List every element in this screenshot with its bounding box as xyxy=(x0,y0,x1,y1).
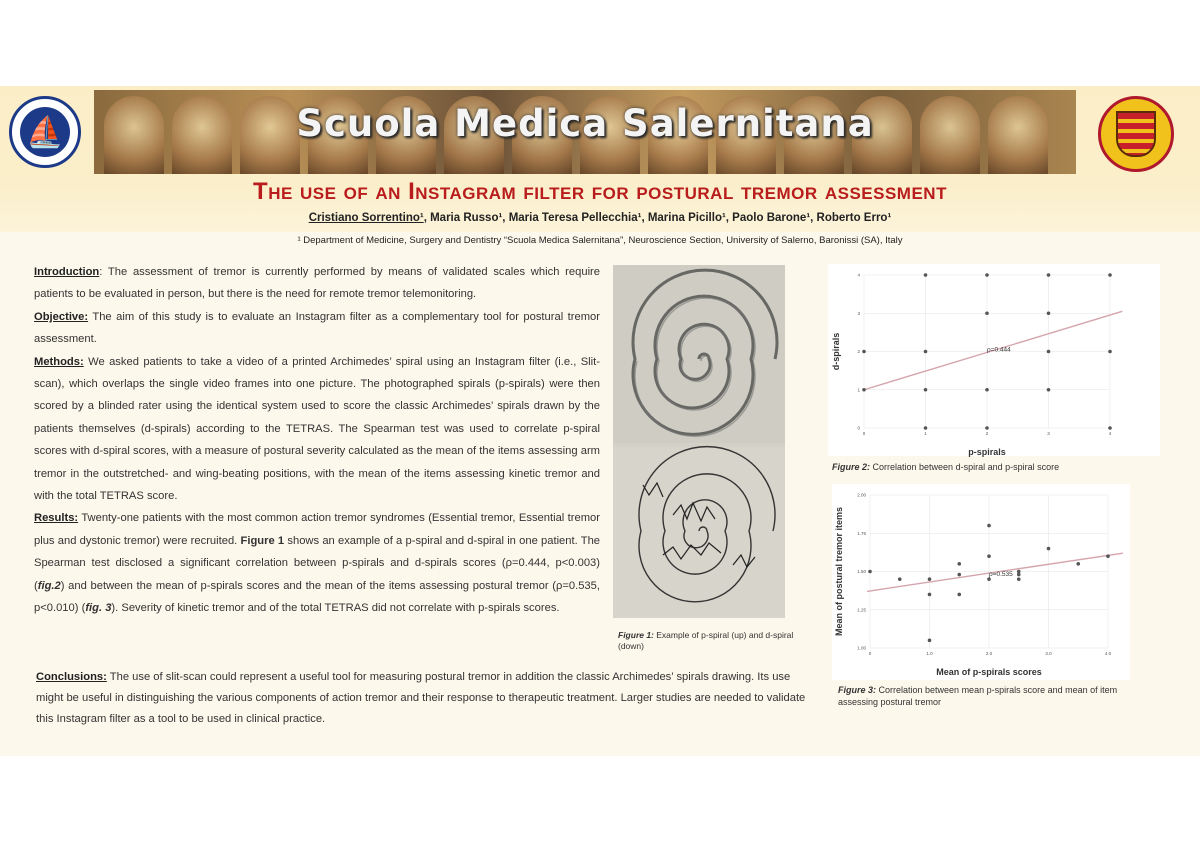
results-text-1: Twenty-one patients with the most common action tremor syndromes (Essential tremor, Essential tremor plus and dystonic tremor) were recruited. xyxy=(34,512,600,547)
figure1-caption xyxy=(618,630,808,652)
fig2-y-tick-label: 1 xyxy=(857,387,860,393)
poster-title: The use of an Instagram filter for postural tremor assessment xyxy=(253,178,947,205)
figure2-caption-text: Correlation between d-spiral and p-spiral score xyxy=(870,462,1060,472)
fig2-x-axis-title: p-spirals xyxy=(968,447,1006,457)
fig3-data-point xyxy=(1017,573,1021,577)
objective-section xyxy=(34,306,600,351)
shield-icon xyxy=(1116,111,1156,157)
fig2-x-tick-label: 0 xyxy=(862,431,866,436)
fig3-x-tick-label: 3.0 xyxy=(1045,651,1052,656)
fig2-data-point xyxy=(985,426,989,430)
figure1-label: Figure 1: xyxy=(618,630,654,640)
figure3-chart xyxy=(832,484,1130,680)
figure2-plot xyxy=(828,264,1160,456)
fig2-data-point xyxy=(924,426,928,430)
fig3-x-tick-label: 0 xyxy=(868,651,872,656)
fig3-y-tick-label: 1.00 xyxy=(857,645,866,651)
fig2-data-point xyxy=(862,350,866,354)
authors xyxy=(0,212,1200,224)
fig3-data-point xyxy=(898,577,902,581)
fig3-data-point xyxy=(928,639,932,643)
fig2-data-point xyxy=(924,388,928,392)
fig2-data-point xyxy=(924,273,928,277)
fig3-y-tick-label: 2.00 xyxy=(857,492,866,498)
figure3-label: Figure 3: xyxy=(838,685,877,695)
fig2-x-tick-label: 1 xyxy=(924,431,927,436)
fig2-data-point xyxy=(1047,311,1051,315)
figure2-caption xyxy=(832,462,1152,472)
university-seal xyxy=(1098,96,1174,172)
figure3-caption xyxy=(838,685,1138,708)
fig2-y-axis-title: d-spirals xyxy=(831,332,841,371)
fig2-x-tick-label: 4 xyxy=(1108,431,1112,436)
fig3-data-point xyxy=(928,577,932,581)
results-heading: Results: xyxy=(34,512,79,525)
fig3-data-point xyxy=(1017,577,1021,581)
body-text xyxy=(34,261,600,620)
d-spiral-panel xyxy=(613,447,785,618)
conclusions-heading: Conclusions: xyxy=(36,671,107,683)
fig3-y-tick-label: 1.50 xyxy=(857,569,866,574)
fig2-data-point xyxy=(862,388,866,392)
fig2-data-point xyxy=(985,273,989,277)
fig2-data-point xyxy=(1047,273,1051,277)
figure3-plot xyxy=(832,484,1130,680)
introduction-section xyxy=(34,261,600,306)
figure2-chart xyxy=(828,264,1160,456)
fig2-y-tick-label: 2 xyxy=(857,349,860,354)
fig2-data-point xyxy=(924,350,928,354)
figure2-reference: fig.2 xyxy=(37,579,61,592)
fig2-data-point xyxy=(1108,350,1112,354)
objective-text: The aim of this study is to evaluate an Instagram filter as a complementary tool for postural tremor assessment. xyxy=(34,310,600,346)
introduction-text: : The assessment of tremor is currently performed by means of validated scales which require patients to be evaluated in person, but there is the need for remote tremor telemonitoring. xyxy=(34,266,600,301)
figure3-reference: fig. 3 xyxy=(85,602,112,615)
affiliation: ¹ Department of Medicine, Surgery and Dentistry “Scuola Medica Salernitana”, Neuroscience Section, University of Salerno, Baronissi (SA), Italy xyxy=(297,235,903,246)
results-text-4: ). Severity of kinetic tremor and of the total TETRAS did not correlate with p-spirals scores. xyxy=(111,602,560,615)
left-logo xyxy=(9,96,81,168)
fig3-data-point xyxy=(957,573,961,577)
figure1-reference: Figure 1 xyxy=(240,534,285,547)
fig2-data-point xyxy=(1047,350,1051,354)
fig3-x-tick-label: 4.0 xyxy=(1104,651,1112,656)
results-section xyxy=(34,507,600,619)
fig2-data-point xyxy=(1047,388,1051,392)
fig2-x-tick-label: 3 xyxy=(1047,431,1050,436)
fig2-x-tick-label: 2 xyxy=(985,431,989,436)
conclusions-text: The use of slit-scan could represent a useful tool for measuring postural tremor in addition the classic Archimedes’ spirals drawing. Its use might be useful in distinguishing the various components of action tremor and their response to therapeutic treatment. Larger studies are needed to validate this Instagram filter as a tool to be used in clinical practice. xyxy=(36,671,806,725)
fig2-data-point xyxy=(985,311,989,315)
banner-title: Scuola Medica Salernitana xyxy=(296,102,874,145)
fig2-y-tick-label: 3 xyxy=(857,310,860,316)
spiral-photos xyxy=(613,265,785,618)
other-authors: , Maria Russo¹, Maria Teresa Pellecchia¹, Marina Picillo¹, Paolo Barone¹, Roberto Erro¹ xyxy=(423,212,892,224)
fig3-data-point xyxy=(987,524,991,528)
fig2-data-point xyxy=(985,388,989,392)
fig3-y-axis-title: Mean of postural tremor items xyxy=(834,506,844,637)
fig3-rho-annotation: ρ=0.535 xyxy=(989,571,1013,579)
ship-icon: ⛵ xyxy=(20,107,70,157)
fig3-data-point xyxy=(987,554,991,558)
objective-heading: Objective: xyxy=(34,310,89,323)
fig3-data-point xyxy=(957,593,961,597)
conclusions-section xyxy=(36,667,806,730)
fig2-data-point xyxy=(1108,426,1112,430)
fig3-y-tick-label: 1.75 xyxy=(857,530,866,536)
fig3-data-point xyxy=(868,570,872,574)
p-spiral-panel xyxy=(613,265,785,443)
fig3-x-tick-label: 2.0 xyxy=(985,651,993,656)
figure3-caption-text: Correlation between mean p-spirals score and mean of item assessing postural tremor xyxy=(838,685,1118,707)
fig3-data-point xyxy=(1076,562,1080,566)
fig2-y-tick-label: 4 xyxy=(857,272,860,278)
methods-text: We asked patients to take a video of a printed Archimedes’ spiral using an Instagram filter (i.e., Slit-scan), which overlaps the single video frames into one picture. The photographed spirals (p-spirals) were then scored by a blinded rater using the identical system used to score the classic Archimedes’ spirals drawn by the patients themselves (d-spirals) according to the TETRAS. The Spearman test was used to correlate p-spiral scores with d-spiral scores, with a measure of postural severity calculated as the mean of the items assessing arm tremor in the outstretched- and wing-beating positions, with the mean of the items assessing kinetic tremor and with the total TETRAS score. xyxy=(34,355,600,503)
results-text-2: shows an example of a p-spiral and d-spiral in one patient. The Spearman test disclosed a significant correlation between p-spirals and d-spirals scores (ρ=0.444, p<0.003) ( xyxy=(34,534,601,592)
fig3-data-point xyxy=(1106,554,1110,558)
figure1-image xyxy=(613,265,785,618)
fig3-x-tick-label: 1.0 xyxy=(926,651,933,656)
results-text-3: ) and between the mean of p-spirals scores and the mean of the items assessing postural tremor (ρ=0.535, p<0.010) ( xyxy=(34,579,600,615)
fig2-rho-annotation: ρ=0.444 xyxy=(987,346,1011,354)
fig3-data-point xyxy=(957,562,961,566)
fig2-y-tick-label: 0 xyxy=(857,425,860,431)
fig2-data-point xyxy=(1108,273,1112,277)
figure2-label: Figure 2: xyxy=(832,462,871,472)
methods-section xyxy=(34,351,600,508)
introduction-heading: Introduction xyxy=(34,266,100,278)
fig3-x-axis-title: Mean of p-spirals scores xyxy=(936,667,1042,677)
banner xyxy=(94,90,1076,174)
fig3-data-point xyxy=(1047,547,1051,551)
methods-heading: Methods: xyxy=(34,355,84,368)
fig3-y-tick-label: 1.25 xyxy=(857,607,866,613)
first-author: Cristiano Sorrentino¹ xyxy=(308,212,424,224)
fig3-data-point xyxy=(928,593,932,597)
figure1-caption-text: Example of p-spiral (up) and d-spiral (down) xyxy=(618,630,794,651)
